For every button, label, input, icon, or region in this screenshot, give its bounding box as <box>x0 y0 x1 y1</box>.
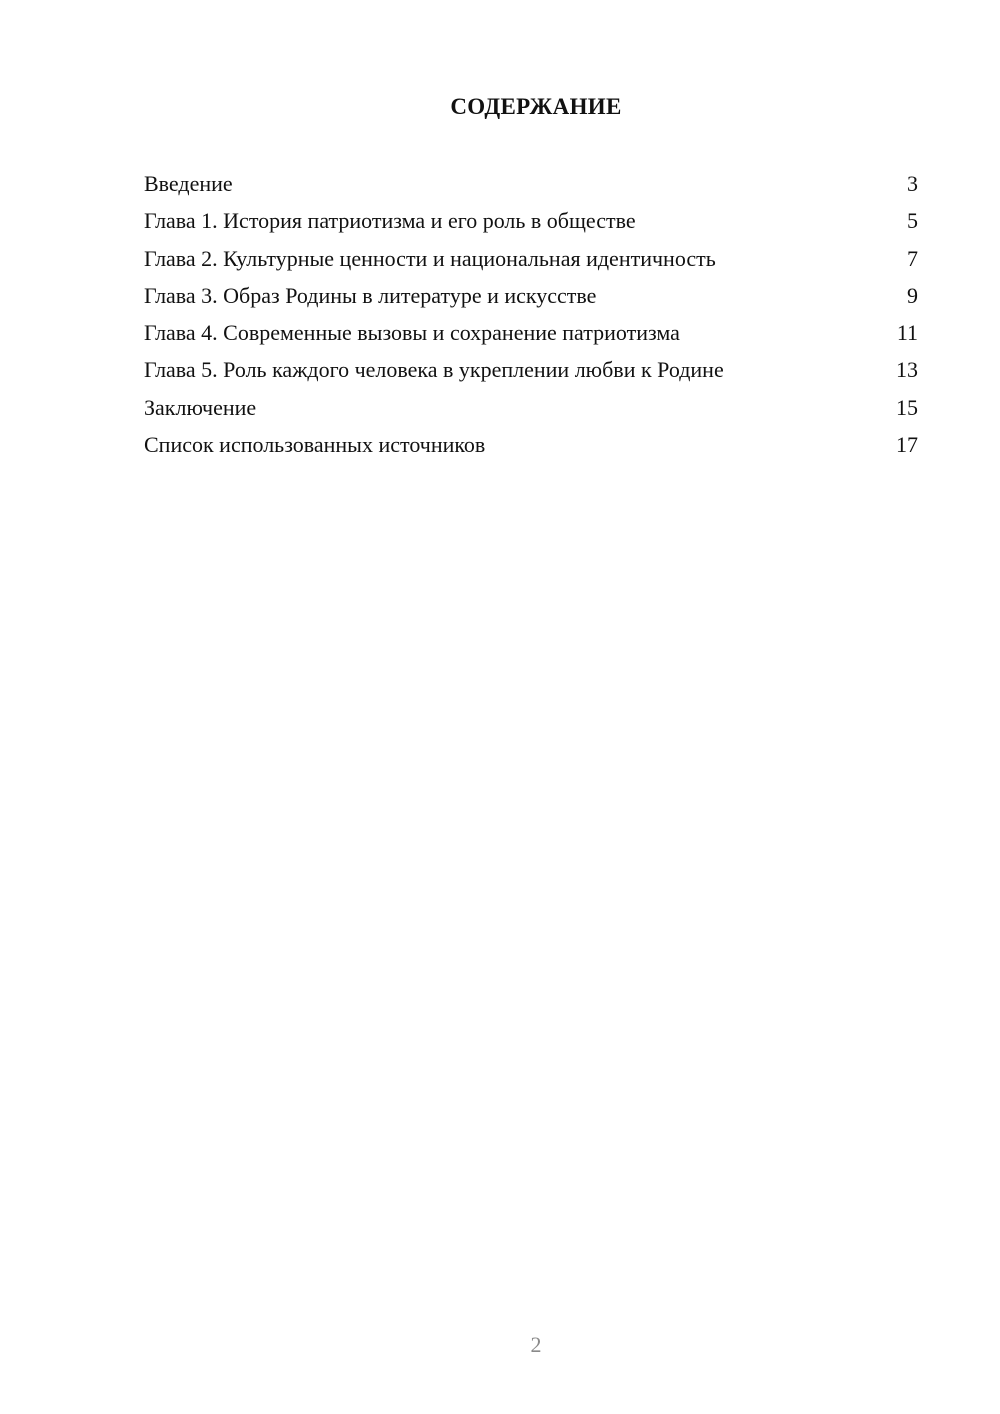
toc-entry-page: 11 <box>896 320 918 346</box>
toc-entry-page: 17 <box>896 432 918 458</box>
toc-entry-references[interactable] <box>144 429 918 466</box>
toc-entry-chapter-4[interactable] <box>144 317 918 354</box>
toc-entry-page: 5 <box>907 208 918 234</box>
toc-entry-title: Глава 4. Современные вызовы и сохранение патриотизма <box>144 320 680 346</box>
toc-entry-chapter-5[interactable] <box>144 354 918 391</box>
toc-entry-chapter-1[interactable] <box>144 205 918 242</box>
toc-entry-introduction[interactable] <box>144 168 918 205</box>
page-title: СОДЕРЖАНИЕ <box>450 94 622 119</box>
toc-entry-title: Введение <box>144 171 233 196</box>
toc-entry-page: 13 <box>896 357 918 383</box>
toc-entry-title: Глава 3. Образ Родины в литературе и искусстве <box>144 282 597 308</box>
toc-entry-page: 3 <box>907 171 918 196</box>
toc-entry-page: 15 <box>896 394 918 420</box>
toc-entry-chapter-2[interactable] <box>144 243 918 280</box>
toc-entry-chapter-3[interactable] <box>144 280 918 317</box>
toc-entry-title: Заключение <box>144 394 257 420</box>
toc-entry-conclusion[interactable] <box>144 392 918 429</box>
toc-entry-title: Список использованных источников <box>144 432 486 458</box>
toc-entry-page: 7 <box>907 245 918 271</box>
toc-entry-title: Глава 5. Роль каждого человека в укреплении любви к Родине <box>144 357 724 383</box>
toc-entry-page: 9 <box>907 282 918 308</box>
table-of-contents <box>144 168 918 466</box>
toc-entry-title: Глава 1. История патриотизма и его роль в обществе <box>144 208 636 234</box>
page-number: 2 <box>530 1332 542 1357</box>
toc-entry-title: Глава 2. Культурные ценности и национальная идентичность <box>144 245 716 271</box>
